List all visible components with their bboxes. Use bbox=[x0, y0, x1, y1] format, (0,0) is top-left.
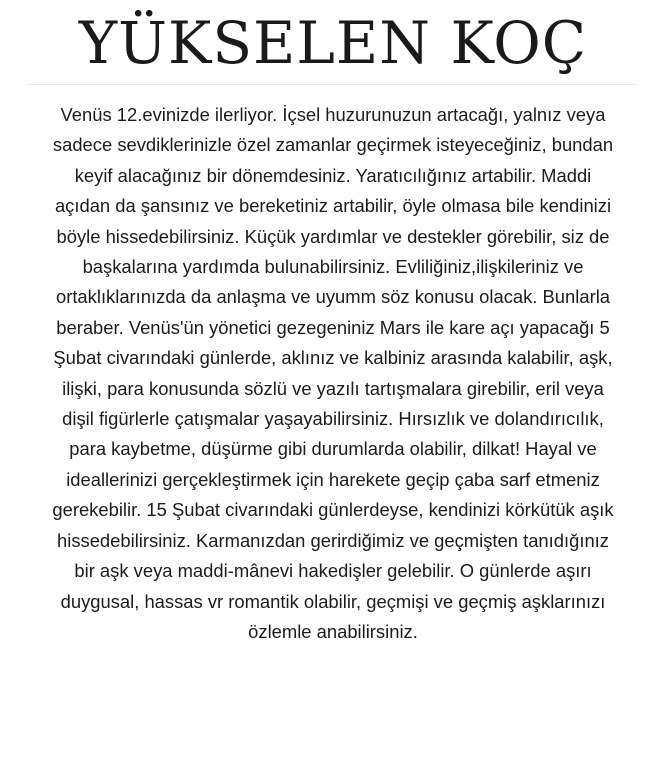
text-line: hissedebilirsiniz. Karmanızdan gerirdiğimiz ve geçmişten tanıdığınız bbox=[57, 529, 609, 551]
text-line: başkalarına yardımda bulunabilirsiniz. Evliliğiniz,ilişkileriniz ve bbox=[82, 256, 584, 278]
text-line: beraber. Venüs'ün yönetici gezegeniniz Mars ile kare açı yapacağı 5 bbox=[56, 316, 610, 338]
text-line: açıdan da şansınız ve bereketiniz artabilir, öyle olmasa bile kendinizi bbox=[54, 195, 612, 217]
text-line: ilişki, para konusunda sözlü ve yazılı tartışmalara girebilir, eril veya bbox=[62, 377, 604, 399]
text-line: ideallerinizi gerçekleştirmek için harekete geçip çaba sarf etmeniz bbox=[66, 468, 600, 490]
page-title: YÜKSELEN KOÇ bbox=[78, 9, 588, 77]
text-line: para kaybetme, düşürme gibi durumlarda olabilir, dilkat! Hayal ve bbox=[69, 438, 597, 460]
text-line: sadece sevdiklerinizle özel zamanlar geçirmek isteyeceğiniz, bundan bbox=[52, 134, 614, 156]
text-line: böyle hissedebilirsiniz. Küçük yardımlar ve destekler görebilir, siz de bbox=[56, 225, 610, 247]
text-line: gerekebilir. 15 Şubat civarındaki günlerdeyse, kendinizi körkütük aşık bbox=[52, 499, 614, 521]
text-line: özlemle anabilirsiniz. bbox=[248, 620, 418, 642]
text-line: duygusal, hassas vr romantik olabilir, geçmişi ve geçmiş aşklarınızı bbox=[60, 590, 606, 612]
text-line: dişil figürlerle çatışmalar yaşayabilirsiniz. Hırsızlık ve dolandırıcılık, bbox=[62, 408, 604, 430]
text-line: keyif alacağınız bir dönemdesiniz. Yaratıcılığınız artabilir. Maddi bbox=[74, 164, 592, 186]
text-line: ortaklıklarınızda da anlaşma ve uyumm söz konusu olacak. Bunlarla bbox=[55, 286, 611, 308]
text-line: Venüs 12.evinizde ilerliyor. İçsel huzurunuzun artacağı, yalnız veya bbox=[60, 104, 606, 125]
horoscope-text bbox=[8, 100, 658, 647]
title-divider bbox=[28, 84, 636, 85]
text-line: Şubat civarındaki günlerde, aklınız ve kalbiniz arasında kalabilir, aşk, bbox=[53, 347, 613, 369]
text-line: bir aşk veya maddi-mânevi hakedişler gelebilir. O günlerde aşırı bbox=[74, 560, 592, 582]
